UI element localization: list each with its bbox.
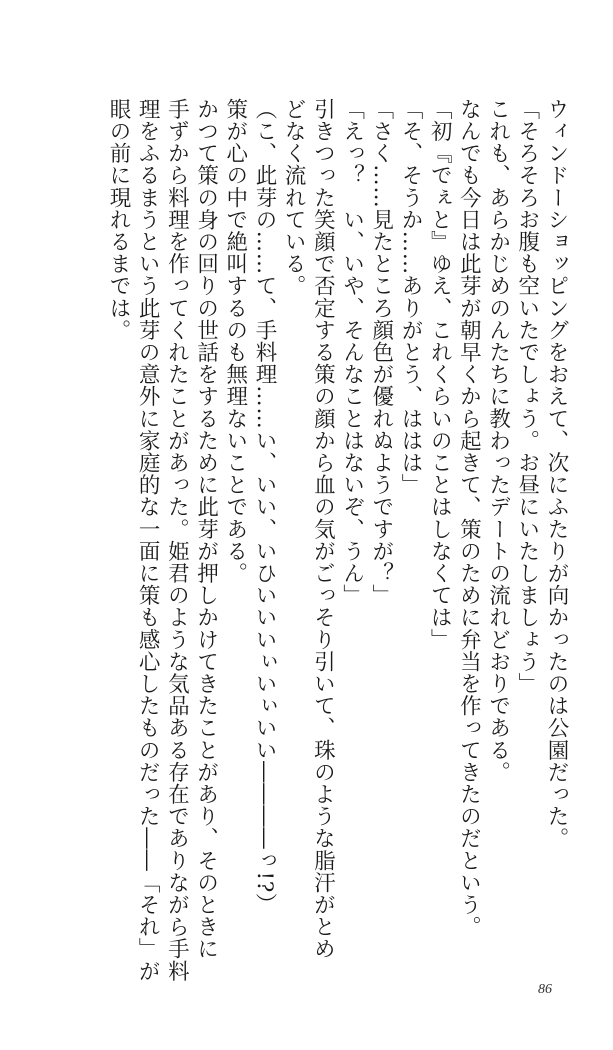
text-line: ウィンドーショッピングをおえて、次にふたりが向かったのは公園だった。 (544, 98, 569, 850)
text-line: これも、あらかじめのんたちに教わったデートの流れどおりである。 (485, 98, 511, 784)
text-line: 「初『でぇと』ゆえ、これくらいのことはしなくては」 (427, 98, 453, 651)
text-line: なんでも今日は此芽が朝早くから起きて、策のために弁当を作ってきたのだという。 (456, 98, 482, 938)
text-line: 「えっ？ い、いや、そんなことはないぞ、うん」 (339, 98, 365, 607)
text-line: （こ、此芽の……て、手料理……い、いい、いひいいいぃいぃいい――――っ!?） (251, 98, 277, 915)
text-line: かつて策の身の回りの世話をするために此芽が押しかけてきたことがあり、そのときに (193, 98, 219, 960)
text-line: 理をふるまうという此芽の意外に家庭的な一面に策も感心したものだった――「それ」が (135, 98, 161, 982)
text-line: 策が心の中で絶叫するのも無理ないことである。 (222, 98, 248, 585)
text-line: 「そろそろお腹も空いたでしょう。お昼にいたしましょう」 (514, 98, 540, 695)
vertical-body-text (31, 98, 571, 988)
text-line: 「そ、そうか……ありがとう、ははは」 (397, 98, 423, 496)
text-line: どなく流れている。 (281, 98, 307, 297)
text-line: 「さく……見たところ顔色が優れぬようですが？」 (368, 98, 394, 607)
text-line: 眼の前に現れるまでは。 (105, 98, 131, 342)
text-line: 手ずから料理を作ってくれたことがあった。姫君のような気品ある存在でありながら手料 (164, 98, 190, 982)
text-line: 引きつった笑顔で否定する策の顔から血の気がごっそり引いて、珠のような脂汗がとめ (310, 98, 336, 960)
page-number: 86 (538, 982, 552, 997)
